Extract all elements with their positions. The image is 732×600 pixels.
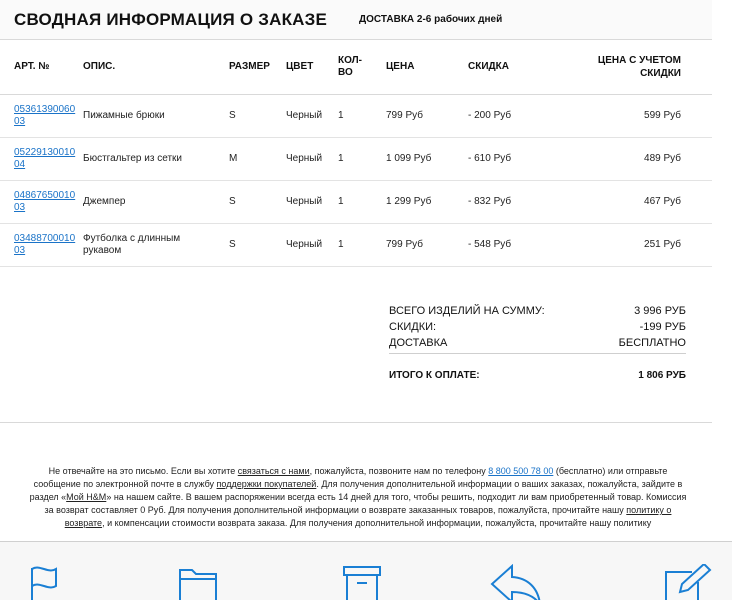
- order-totals: [389, 303, 686, 384]
- col-size: РАЗМЕР: [229, 40, 286, 94]
- item-qty: 1: [338, 137, 386, 180]
- item-size: M: [229, 137, 286, 180]
- item-desc: Футболка с длинным рукавом: [83, 232, 181, 256]
- item-final-price: 467 Руб: [578, 180, 712, 223]
- item-final-price: 489 Руб: [578, 137, 712, 180]
- table-header-row: [0, 40, 712, 94]
- table-row: [0, 223, 712, 266]
- item-qty: 1: [338, 180, 386, 223]
- item-qty: 1: [338, 223, 386, 266]
- table-row: [0, 137, 712, 180]
- return-policy-link[interactable]: политику о возврате: [64, 505, 672, 528]
- footer-notice: Не отвечайте на это письмо. Если вы хотите связаться с нами, пожалуйста, позвоните нам по телефону 8 800 500 78 00 (бесплатно) или отправьте сообщение по электронной почте в службу поддержки покупателей. Для получения дополнительной информации о ваших заказах, пожалуйста, зайдите в раздел «Мой H&M» на нашем сайте. В вашем распоряжении всегда есть 14 дней для того, чтобы решить, подходит ли вам приобретенный товар. Комиссия за возврат составляет 0 Руб. Для получения дополнительной информации о возврате заказанных товаров, пожалуйста, прочитайте нашу политику о возврате, и компенсации стоимости возврата заказа. Для получения дополнительной информации, пожалуйста, прочитайте нашу политику: [29, 466, 687, 528]
- page-title: СВОДНАЯ ИНФОРМАЦИЯ О ЗАКАЗЕ: [14, 9, 328, 29]
- grand-total-row: ИТОГО К ОПЛАТЕ: 1 806 РУБ: [389, 370, 686, 381]
- compose-button[interactable]: [664, 564, 712, 600]
- my-hm-link[interactable]: Мой H&M: [66, 492, 107, 502]
- totals-divider: [389, 353, 686, 354]
- item-size: S: [229, 223, 286, 266]
- compose-icon: [664, 564, 712, 600]
- reply-icon: [490, 564, 542, 600]
- item-size: S: [229, 180, 286, 223]
- article-link[interactable]: 0486765001003: [14, 189, 76, 213]
- item-color: Черный: [286, 137, 338, 180]
- total-delivery-row: ДОСТАВКА БЕСПЛАТНО: [389, 337, 686, 349]
- article-link[interactable]: 0522913001004: [14, 146, 76, 170]
- archive-button[interactable]: [342, 564, 382, 600]
- order-summary-header: [0, 0, 712, 40]
- table-row: [0, 180, 712, 223]
- article-link[interactable]: 0348870001003: [14, 232, 76, 256]
- item-desc: Джемпер: [83, 195, 126, 207]
- flag-icon: [26, 564, 66, 600]
- col-final: ЦЕНА С УЧЕТОМ СКИДКИ: [578, 40, 712, 94]
- delivery-info: ДОСТАВКА 2-6 рабочих дней: [359, 14, 503, 25]
- table-row: [0, 94, 712, 137]
- right-gutter: [712, 0, 732, 541]
- item-price: 799 Руб: [386, 223, 468, 266]
- item-qty: 1: [338, 94, 386, 137]
- item-color: Черный: [286, 223, 338, 266]
- section-divider: [0, 422, 712, 423]
- item-discount: - 200 Руб: [468, 94, 578, 137]
- reply-button[interactable]: [490, 564, 542, 600]
- item-price: 1 299 Руб: [386, 180, 468, 223]
- phone-link[interactable]: 8 800 500 78 00: [488, 466, 554, 476]
- contact-us-link[interactable]: связаться с нами: [237, 466, 310, 476]
- total-items-row: ВСЕГО ИЗДЕЛИЙ НА СУММУ: 3 996 РУБ: [389, 305, 686, 317]
- item-price: 1 099 Руб: [386, 137, 468, 180]
- item-price: 799 Руб: [386, 94, 468, 137]
- item-desc: Пижамные брюки: [83, 109, 165, 121]
- total-discount-row: СКИДКИ: -199 РУБ: [389, 321, 686, 333]
- folder-button[interactable]: [178, 564, 218, 600]
- item-desc: Бюстгальтер из сетки: [83, 152, 182, 164]
- item-discount: - 610 Руб: [468, 137, 578, 180]
- article-link[interactable]: 0536139006003: [14, 103, 76, 127]
- item-final-price: 251 Руб: [578, 223, 712, 266]
- item-size: S: [229, 94, 286, 137]
- col-qty: КОЛ-ВО: [338, 40, 386, 94]
- item-discount: - 548 Руб: [468, 223, 578, 266]
- item-color: Черный: [286, 94, 338, 137]
- item-discount: - 832 Руб: [468, 180, 578, 223]
- col-price: ЦЕНА: [386, 40, 468, 94]
- col-discount: СКИДКА: [468, 40, 578, 94]
- order-items-table: [0, 40, 712, 267]
- support-link[interactable]: поддержки покупателей: [216, 479, 317, 489]
- col-color: ЦВЕТ: [286, 40, 338, 94]
- col-desc: ОПИС.: [83, 40, 229, 94]
- col-art: АРТ. №: [0, 40, 83, 94]
- item-color: Черный: [286, 180, 338, 223]
- folder-icon: [178, 564, 218, 600]
- item-final-price: 599 Руб: [578, 94, 712, 137]
- archive-icon: [342, 564, 382, 600]
- flag-button[interactable]: [26, 564, 66, 600]
- mail-toolbar: [0, 541, 732, 600]
